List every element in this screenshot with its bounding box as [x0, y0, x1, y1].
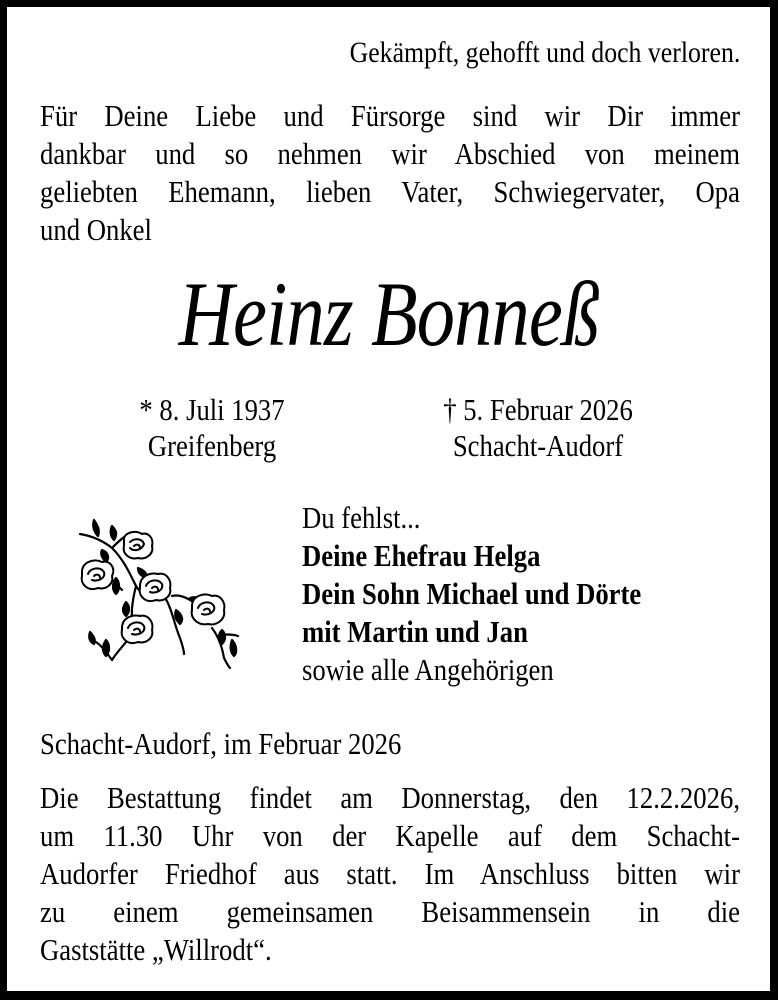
roses-illustration-icon	[72, 512, 250, 670]
funeral-line: Gaststätte „Willrodt“.	[40, 932, 272, 967]
birth-date: * 8. Juli 1937	[139, 392, 285, 427]
death-date: † 5. Februar 2026	[443, 392, 633, 427]
family-block	[302, 499, 749, 689]
intro-line: und Onkel	[40, 212, 152, 247]
funeral-line: Audorfer Friedhof aus statt. Im Anschluss bitten wir	[40, 856, 740, 891]
intro-line: geliebten Ehemann, lieben Vater, Schwiegervater, Opa	[40, 174, 740, 209]
mourner-line: mit Martin und Jan	[302, 614, 528, 649]
death-info	[388, 392, 688, 464]
funeral-line: zu einem gemeinsamen Beisammensein in die	[40, 894, 740, 929]
funeral-line: um 11.30 Uhr von der Kapelle auf dem Schacht-	[40, 818, 740, 853]
deceased-name: Heinz Bonneß	[178, 263, 600, 365]
motto-line: Gekämpft, gehofft und doch verloren.	[349, 36, 740, 69]
mourner-line: Deine Ehefrau Helga	[302, 538, 541, 573]
funeral-line: Die Bestattung findet am Donnerstag, den 12.2.2026,	[40, 780, 740, 815]
intro-paragraph	[40, 97, 740, 249]
intro-line: dankbar und so nehmen wir Abschied von meinem	[40, 136, 740, 171]
mourner-line: Dein Sohn Michael und Dörte	[302, 576, 642, 611]
death-place: Schacht-Audorf	[452, 428, 624, 463]
place-date-line: Schacht-Audorf, im Februar 2026	[40, 726, 402, 761]
family-opening: Du fehlst...	[302, 500, 421, 535]
birth-info	[62, 392, 362, 464]
family-closing: sowie alle Angehörigen	[302, 652, 554, 687]
funeral-paragraph	[40, 779, 740, 969]
birth-place: Greifenberg	[147, 428, 277, 463]
intro-line: Für Deine Liebe und Fürsorge sind wir Dir immer	[40, 98, 740, 133]
